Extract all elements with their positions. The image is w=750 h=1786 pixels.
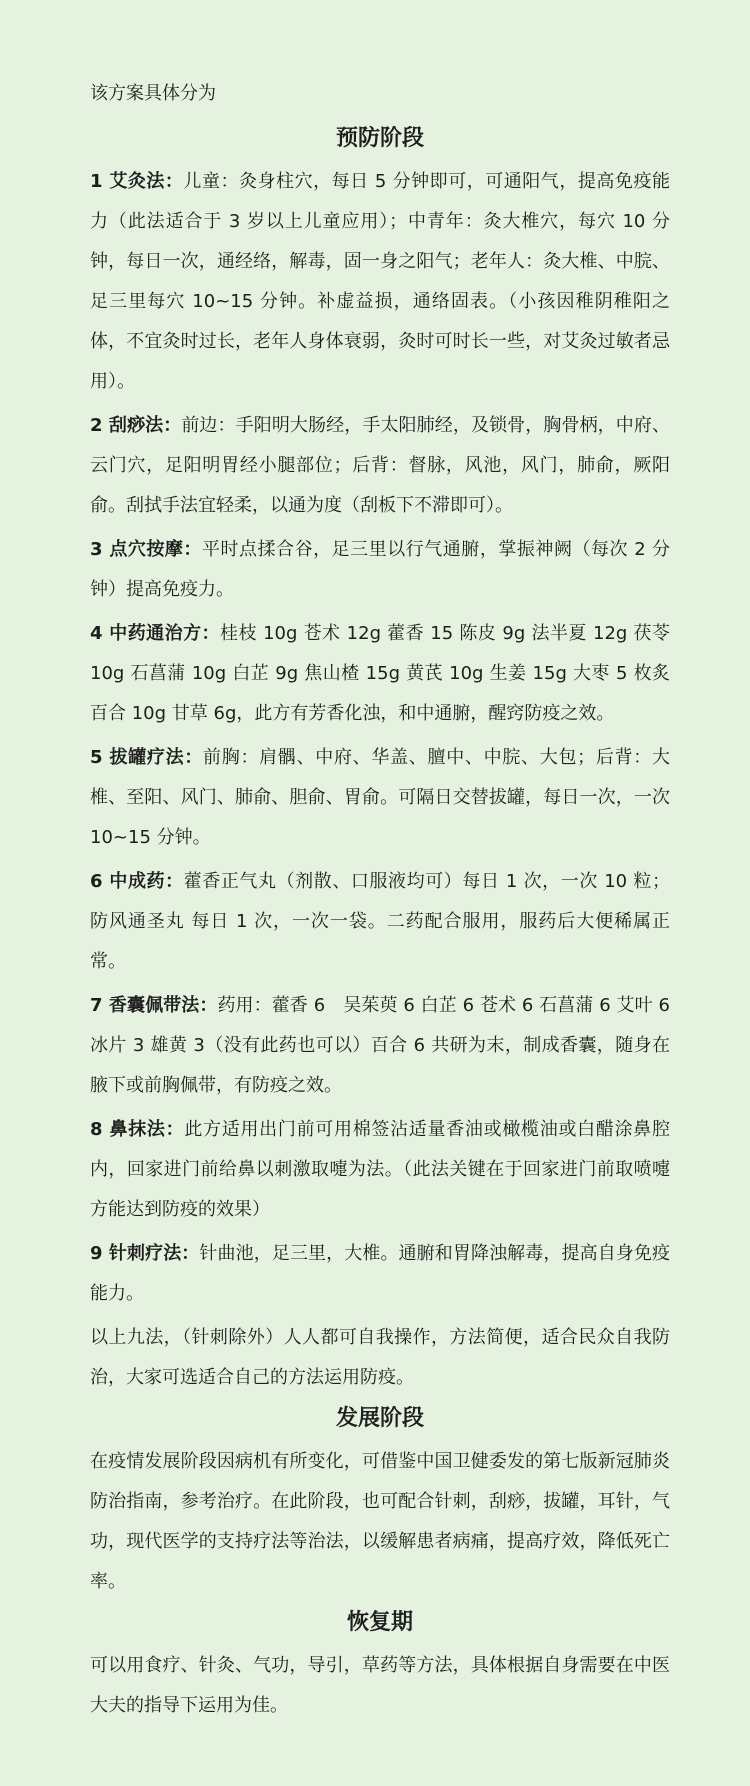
paragraph-body: 前胸：肩髃、中府、华盖、膻中、中脘、大包；后背：大椎、至阳、风门、肺俞、胆俞、胃俞。可隔日交替拔罐，每日一次，一次 10~15 分钟。 [90,747,670,848]
paragraph-body: 桂枝 10g 苍术 12g 藿香 15 陈皮 9g 法半夏 12g 茯苓 10g 石菖蒲 10g 白芷 9g 焦山楂 15g 黄芪 10g 生姜 15g 大枣 5 枚炙百合 10g 甘草 6g，此方有芳香化浊，和中通腑，醒窍防疫之效。 [90,623,670,724]
section-heading-prevention: 预防阶段 [335,126,424,151]
section-heading-development: 发展阶段 [335,1406,424,1431]
paragraph-lead: 6 中成药： [90,871,184,892]
paragraph-lead: 7 香囊佩带法： [90,995,218,1016]
paragraph-body: 平时点揉合谷，足三里以行气通腑，掌振神阙（每次 2 分钟）提高免疫力。 [90,539,670,600]
paragraph-lead: 5 拔罐疗法： [90,747,204,768]
paragraph-lead: 3 点穴按摩： [90,539,202,560]
paragraph-cupping [90,738,670,858]
paragraph-herbal-formula [90,614,670,734]
paragraph-acupressure [90,530,670,610]
paragraph-sachet [90,986,670,1106]
paragraph-body: 可以用食疗、针灸、气功，导引，草药等方法，具体根据自身需要在中医大夫的指导下运用为佳。 [90,1655,670,1716]
intro-text: 该方案具体分为 [90,83,216,104]
paragraph-lead: 4 中药通治方： [90,623,220,644]
paragraph-recovery [90,1646,670,1726]
paragraph-body: 儿童：灸身柱穴，每日 5 分钟即可，可通阳气，提高免疫能力（此法适合于 3 岁以上儿童应用）；中青年：灸大椎穴，每穴 10 分钟，每日一次，通经络，解毒，固一身之阳气；老年人：灸大椎、中脘、足三里每穴 10~15 分钟。补虚益损，通络固表。（小孩因稚阴稚阳之体，不宜灸时过长，老年人身体衰弱，灸时可时长一些，对艾灸过敏者忌用）。 [90,171,670,392]
paragraph-lead: 9 针刺疗法： [90,1243,200,1264]
section-heading-recovery: 恢复期 [346,1610,413,1635]
paragraph-acupuncture [90,1234,670,1314]
paragraph-body: 前边：手阳明大肠经，手太阳肺经，及锁骨，胸骨柄，中府、云门穴，足阳明胃经小腿部位；后背：督脉，风池，风门，肺俞，厥阳俞。刮拭手法宜轻柔，以通为度（刮板下不滞即可）。 [90,415,670,516]
paragraph-lead: 8 鼻抹法： [90,1119,185,1140]
paragraph-body: 此方适用出门前可用棉签沾适量香油或橄榄油或白醋涂鼻腔内，回家进门前给鼻以刺激取嚏为法。（此法关键在于回家进门前取喷嚏方能达到防疫的效果） [90,1119,670,1220]
paragraph-body: 藿香正气丸（剂散、口服液均可）每日 1 次，一次 10 粒；防风通圣丸 每日 1 次，一次一袋。二药配合服用，服药后大便稀属正常。 [90,871,670,972]
paragraph-summary [90,1318,670,1398]
paragraph-guasha [90,406,670,526]
paragraph-nasal [90,1110,670,1230]
paragraph-development [90,1442,670,1602]
paragraph-patent-medicine [90,862,670,982]
paragraph-body: 以上九法，（针刺除外）人人都可自我操作，方法简便，适合民众自我防治，大家可选适合自己的方法运用防疫。 [90,1327,670,1388]
paragraph-body: 药用：藿香 6 吴茱萸 6 白芷 6 苍术 6 石菖蒲 6 艾叶 6 冰片 3 雄黄 3（没有此药也可以）百合 6 共研为末，制成香囊，随身在腋下或前胸佩带，有防疫之效。 [90,995,670,1096]
paragraph-body: 针曲池，足三里，大椎。通腑和胃降浊解毒，提高自身免疫能力。 [90,1243,671,1304]
paragraph-lead: 2 刮痧法： [90,415,182,436]
paragraph-body: 在疫情发展阶段因病机有所变化，可借鉴中国卫健委发的第七版新冠肺炎防治指南，参考治疗。在此阶段，也可配合针刺，刮痧，拔罐，耳针，气功，现代医学的支持疗法等治法，以缓解患者病痛，提高疗效，降低死亡率。 [90,1451,670,1592]
paragraph-lead: 1 艾灸法： [90,171,184,192]
paragraph-moxibustion [90,162,670,402]
